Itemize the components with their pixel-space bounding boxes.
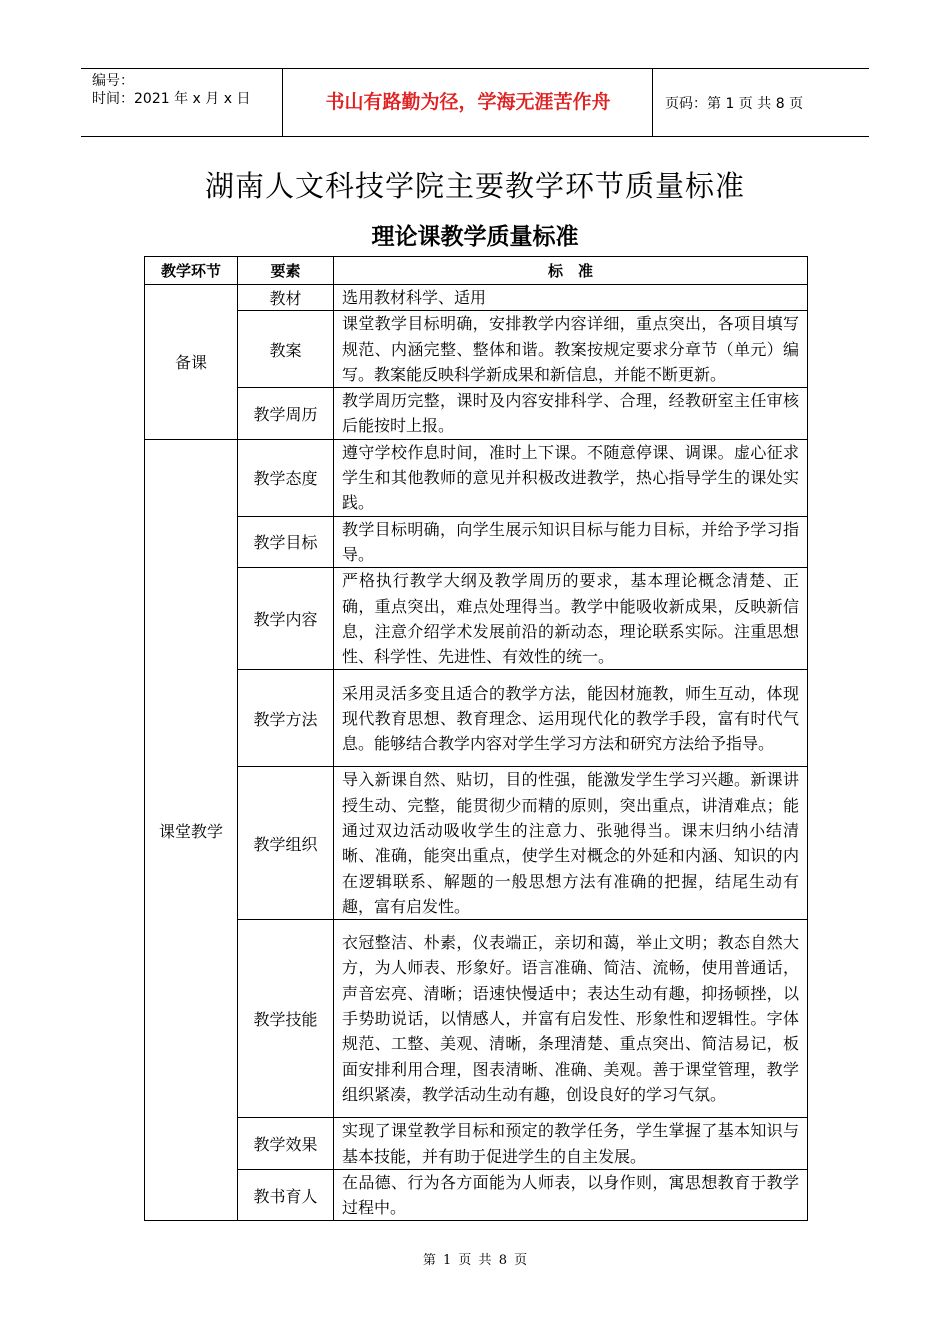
table-row [145,767,808,920]
page-footer: 第 1 页 共 8 页 [422,1253,528,1268]
standard-cell: 严格执行教学大纲及教学周历的要求，基本理论概念清楚、正确，重点突出，难点处理得当。教学中能吸收新成果，反映新信息，注意介绍学术发展前沿的新动态，理论联系实际。注重思想性、科学性、先进性、有效性的统一。 [334,568,808,670]
standard-cell: 在品德、行为各方面能为人师表，以身作则，寓思想教育于教学过程中。 [334,1169,808,1221]
header-divider [282,68,283,136]
element-cell: 教案 [238,311,334,388]
element-cell: 教材 [238,285,334,311]
standards-table [144,256,808,1221]
element-cell: 教学方法 [238,670,334,767]
table-row [145,516,808,568]
element-cell: 教学内容 [238,568,334,670]
element-cell: 教学技能 [238,920,334,1118]
document-title: 湖南人文科技学院主要教学环节质量标准 [204,169,745,203]
table-row [145,1118,808,1170]
element-cell: 教书育人 [238,1169,334,1221]
element-cell: 教学态度 [238,439,334,516]
time-label: 时间：2021 年 x 月 x 日 [92,91,251,107]
table-row [145,388,808,440]
column-header-stage: 教学环节 [145,257,238,285]
element-cell: 教学目标 [238,516,334,568]
column-header-element: 要素 [238,257,334,285]
header-bottom-rule [81,136,869,137]
standard-cell: 导入新课自然、贴切，目的性强，能激发学生学习兴趣。新课讲授生动、完整，能贯彻少而精的原则，突出重点，讲清难点；能通过双边活动吸收学生的注意力、张驰得当。课末归纳小结清晰、准确，能突出重点，使学生对概念的外延和内涵、知识的内在逻辑联系、解题的一般思想方法有准确的把握，结尾生动有趣，富有启发性。 [334,767,808,920]
header-meta [92,72,250,108]
element-cell: 教学效果 [238,1118,334,1170]
motto: 书山有路勤为径，学海无涯苦作舟 [325,91,611,113]
document-subtitle: 理论课教学质量标准 [371,224,579,250]
element-cell: 教学周历 [238,388,334,440]
column-header-standard: 标 准 [334,257,808,285]
standard-cell: 遵守学校作息时间，准时上下课。不随意停课、调课。虚心征求学生和其他教师的意见并积极改进教学，热心指导学生的课处实践。 [334,439,808,516]
table-row [145,285,808,311]
table-row [145,568,808,670]
header-divider [652,68,653,136]
table-header-row [145,257,808,285]
standard-cell: 教学周历完整，课时及内容安排科学、合理，经教研室主任审核后能按时上报。 [334,388,808,440]
standard-cell: 教学目标明确，向学生展示知识目标与能力目标，并给予学习指导。 [334,516,808,568]
table-row [145,920,808,1118]
table-row [145,670,808,767]
element-cell: 教学组织 [238,767,334,920]
stage-cell: 备课 [145,285,238,440]
standard-cell: 选用教材科学、适用 [334,285,808,311]
table-row [145,1169,808,1221]
standard-cell: 采用灵活多变且适合的教学方法，能因材施教，师生互动，体现现代教育思想、教育理念、运用现代化的教学手段，富有时代气息。能够结合教学内容对学生学习方法和研究方法给予指导。 [334,670,808,767]
header-page-label: 页码：第 1 页 共 8 页 [665,96,804,112]
number-label: 编号： [92,73,134,89]
table-row [145,311,808,388]
table-row [145,439,808,516]
standard-cell: 课堂教学目标明确，安排教学内容详细，重点突出，各项目填写规范、内涵完整、整体和谐。教案按规定要求分章节（单元）编写。教案能反映科学新成果和新信息，并能不断更新。 [334,311,808,388]
stage-cell: 课堂教学 [145,439,238,1221]
standard-cell: 实现了课堂教学目标和预定的教学任务，学生掌握了基本知识与基本技能，并有助于促进学生的自主发展。 [334,1118,808,1170]
standard-cell: 衣冠整洁、朴素，仪表端正，亲切和蔼，举止文明；教态自然大方，为人师表、形象好。语言准确、简洁、流畅，使用普通话，声音宏亮、清晰；语速快慢适中；表达生动有趣，抑扬顿挫，以手势助说话，以情感人，并富有启发性、形象性和逻辑性。字体规范、工整、美观、清晰，条理清楚、重点突出、简洁易记，板面安排利用合理，图表清晰、准确、美观。善于课堂管理，教学组织紧凑，教学活动生动有趣，创设良好的学习气氛。 [334,920,808,1118]
